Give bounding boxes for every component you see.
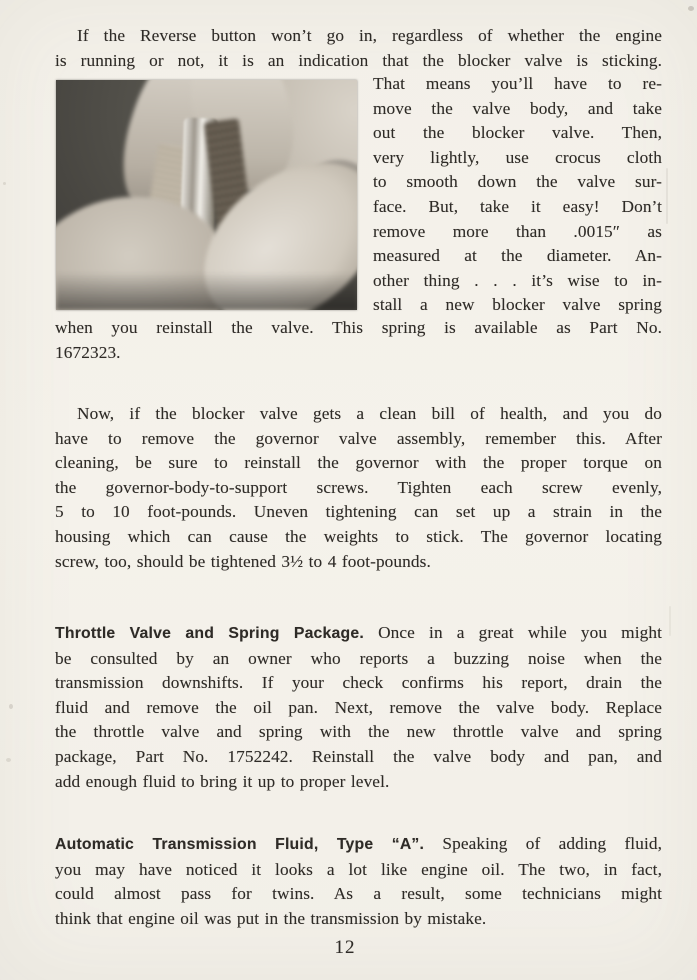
text-line: could almost pass for twins. As a result, some technicians might: [55, 884, 662, 904]
text-line: stall a new blocker valve spring: [373, 295, 662, 315]
section-heading-atf: Automatic Transmission Fluid, Type “A”.: [55, 836, 425, 853]
valve-polishing-photo: [56, 80, 357, 310]
section-body: [55, 858, 662, 932]
text-line: the throttle valve and spring with the new throttle valve and spring: [55, 722, 662, 742]
text-line: face. But, take it easy! Don’t: [373, 196, 662, 216]
heading-line-rest: Speaking of adding fluid,: [442, 834, 663, 853]
scan-speck: [9, 704, 13, 709]
heading-line: [55, 832, 662, 858]
scan-speck: [688, 6, 694, 11]
text-line: measured at the diameter. An-: [373, 246, 662, 266]
text-line: to smooth down the valve sur-: [373, 172, 662, 192]
text-line: transmission downshifts. If your check confirms his report, drain the: [55, 673, 662, 693]
text-line: the governor-body-to-support screws. Tighten each screw evenly,: [55, 477, 662, 497]
section-body: [55, 647, 662, 795]
text-line: be consulted by an owner who reports a buzzing noise when the: [55, 648, 662, 668]
text-line: out the blocker valve. Then,: [373, 123, 662, 143]
paragraph-beside-photo: [373, 72, 662, 318]
section-heading-throttle: Throttle Valve and Spring Package.: [55, 625, 364, 642]
text-line: other thing . . . it’s wise to in-: [373, 270, 662, 290]
page-number: 12: [334, 937, 356, 958]
text-line: housing which can cause the weights to stick. The governor locating: [55, 526, 662, 546]
text-line: 5 to 10 foot-pounds. Uneven tightening can set up a strain in the: [55, 502, 662, 522]
section-atf-type-a: [55, 832, 662, 931]
paragraph-photo-tail: [55, 316, 662, 365]
text-line: move the valve body, and take: [373, 98, 662, 118]
scan-streak: [669, 606, 671, 636]
text-line: have to remove the governor valve assembly, remember this. After: [55, 428, 662, 448]
scan-speck: [3, 182, 6, 185]
paragraph-intro: [55, 24, 662, 73]
text-line: is running or not, it is an indication that the blocker valve is sticking.: [55, 50, 662, 70]
text-line: you may have noticed it looks a lot like engine oil. The two, in fact,: [55, 859, 662, 879]
text-line: add enough fluid to bring it up to proper level.: [55, 771, 390, 791]
photo-bottom-shadow: [56, 272, 357, 310]
heading-line: [55, 621, 662, 647]
text-line: very lightly, use crocus cloth: [373, 147, 662, 167]
text-line: when you reinstall the valve. This spring is available as Part No.: [55, 318, 662, 337]
heading-line-rest: Once in a great while you might: [378, 623, 662, 642]
paragraph-governor: [55, 402, 662, 574]
text-line: fluid and remove the oil pan. Next, remove the valve body. Replace: [55, 697, 662, 717]
text-line: think that engine oil was put in the transmission by mistake.: [55, 908, 487, 928]
scan-speck: [6, 758, 11, 762]
text-line: cleaning, be sure to reinstall the governor with the proper torque on: [55, 453, 662, 473]
text-line: 1672323.: [55, 342, 121, 362]
text-line: If the Reverse button won’t go in, regardless of whether the engine: [77, 26, 662, 45]
text-line: Now, if the blocker valve gets a clean bill of health, and you do: [77, 404, 662, 423]
text-line: That means you’ll have to re-: [373, 74, 662, 93]
text-line: screw, too, should be tightened 3½ to 4 foot-pounds.: [55, 551, 431, 571]
scan-streak: [666, 168, 668, 224]
text-line: remove more than .0015″ as: [373, 221, 662, 241]
text-line: package, Part No. 1752242. Reinstall the valve body and pan, and: [55, 746, 662, 766]
section-throttle-valve: [55, 621, 662, 794]
